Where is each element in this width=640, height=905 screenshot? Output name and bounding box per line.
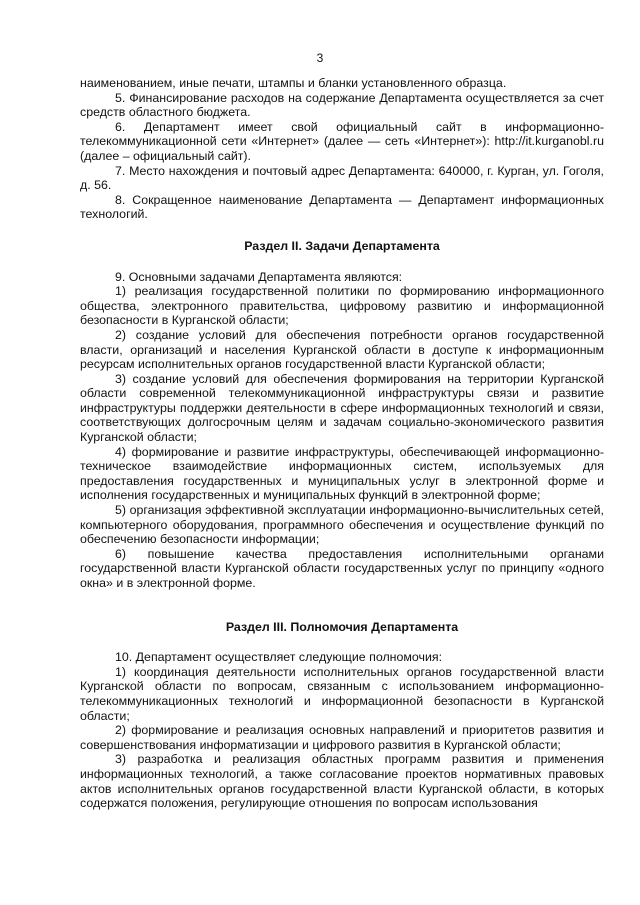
paragraph-8: 8. Сокращенное наименование Департамента — Департамент информационных технологий. xyxy=(80,192,604,222)
document-body xyxy=(80,76,604,811)
paragraph-7: 7. Место нахождения и почтовый адрес Департамента: 640000, г. Курган, ул. Гоголя, д. 56. xyxy=(80,163,604,193)
power-item-2: 2) формирование и реализация основных направлений и приоритетов развития и совершенствования информатизации и цифрового развития в Курганской области; xyxy=(80,723,604,752)
task-item-3: 3) создание условий для обеспечения формирования на территории Курганской области современной телекоммуникационной инфраструктуры связи и развитие инфраструктуры поддержки деятельности в сфере информационных технологий и связи, соответствующих долгосрочным целям и задачам социально-экономического развития Курганской области; xyxy=(80,371,604,445)
paragraph-continuation: наименованием, иные печати, штампы и бланки установленного образца. xyxy=(80,76,507,90)
section-2-heading: Раздел II. Задачи Департамента xyxy=(244,238,440,253)
task-item-6: 6) повышение качества предоставления исполнительными органами государственной власти Курганской области государственных услуг по принципу «одного окна» и в электронной форме. xyxy=(80,546,604,590)
paragraph-9: 9. Основными задачами Департамента являются: xyxy=(115,269,403,284)
task-item-2: 2) создание условий для обеспечения потребности органов государственной власти, организаций и населения Курганской области в доступе к информационным ресурсам исполнительных органов государственной власти Курганской области; xyxy=(80,327,604,372)
power-item-1: 1) координация деятельности исполнительных органов государственной власти Курганской области по вопросам, связанным с использованием информационно-телекоммуникационных технологий и информационной безопасности в Курганской области; xyxy=(80,664,604,723)
power-item-3: 3) разработка и реализация областных программ развития и применения информационных технологий, а также согласование проектов нормативных правовых актов исполнительных органов государственной власти Курганской области, в которых содержатся положения, регулирующие отношения по вопросам использования xyxy=(80,752,604,811)
paragraph-10: 10. Департамент осуществляет следующие полномочия: xyxy=(115,650,443,665)
task-item-4: 4) формирование и развитие инфраструктуры, обеспечивающей информационно-техническое взаимодействие информационных систем, используемых для предоставления государственных и муниципальных услуг в электронной форме и исполнения государственных и муниципальных функций в электронной форме; xyxy=(80,444,604,503)
section-3-heading: Раздел III. Полномочия Департамента xyxy=(225,619,459,634)
page-number: 3 xyxy=(316,51,324,65)
task-item-5: 5) организация эффективной эксплуатации информационно-вычислительных сетей, компьютерного оборудования, программного обеспечения и осуществление функций по обеспечению безопасности информации; xyxy=(80,503,604,547)
paragraph-5: 5. Финансирование расходов на содержание Департамента осуществляется за счет средств областного бюджета. xyxy=(80,90,604,120)
paragraph-6: 6. Департамент имеет свой официальный сайт в информационно-телекоммуникационной сети «Интернет» (далее — сеть «Интернет»): http://it.kurganobl.ru (далее – официальный сайт). xyxy=(80,119,604,163)
task-item-1: 1) реализация государственной политики по формированию информационного общества, электронного правительства, цифровому развитию и информационной безопасности в Курганской области; xyxy=(80,284,604,328)
